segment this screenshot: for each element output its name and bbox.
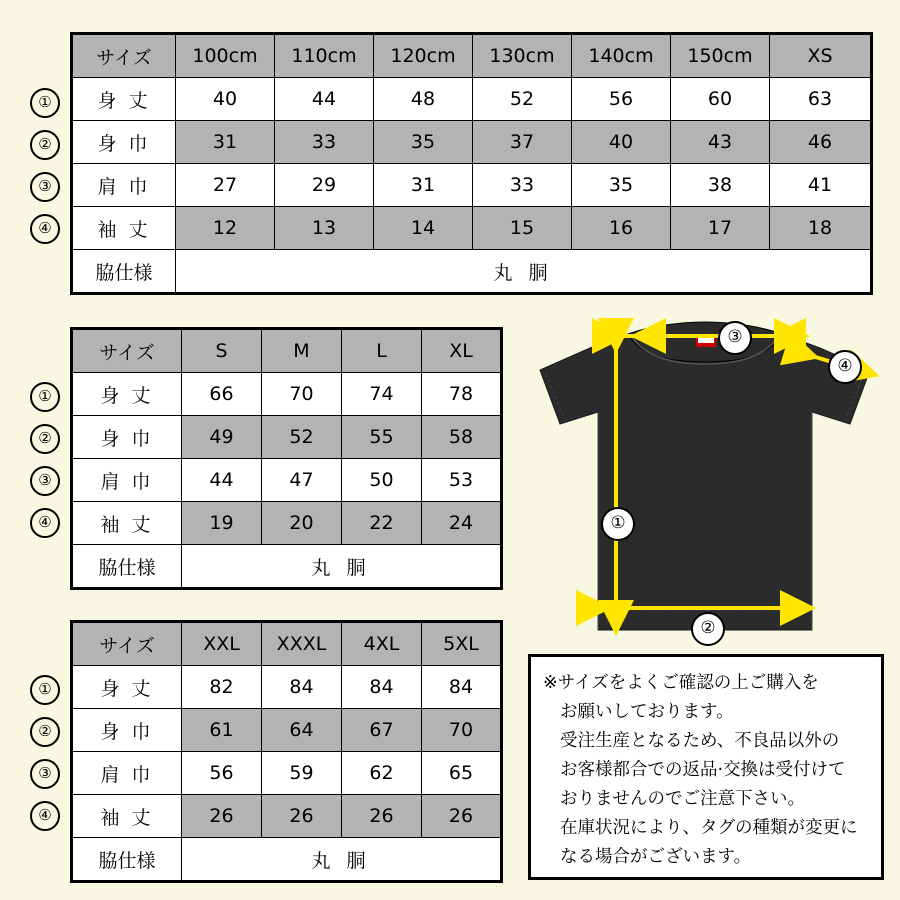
table-header-row — [72, 622, 502, 666]
table-cell: 58 — [422, 416, 502, 459]
table-cell: 31 — [374, 164, 473, 207]
header-cell: 150cm — [671, 34, 770, 78]
header-cell: 110cm — [275, 34, 374, 78]
table-cell: 27 — [176, 164, 275, 207]
table-cell: 19 — [182, 502, 262, 545]
table-cell: 35 — [374, 121, 473, 164]
marker-body-width: ② — [30, 717, 60, 747]
table-cell: 50 — [342, 459, 422, 502]
table-cell: 14 — [374, 207, 473, 250]
table-cell: 12 — [176, 207, 275, 250]
footer-label: 脇仕様 — [72, 838, 182, 882]
table-cell: 62 — [342, 752, 422, 795]
header-cell: サイズ — [72, 329, 182, 373]
table-row — [72, 666, 502, 709]
footer-value: 丸 胴 — [176, 250, 872, 294]
table-cell: 41 — [770, 164, 872, 207]
table-cell: 55 — [342, 416, 422, 459]
table-cell: 65 — [422, 752, 502, 795]
table-cell: 49 — [182, 416, 262, 459]
table-cell: 52 — [262, 416, 342, 459]
size-table-big — [70, 620, 503, 883]
table-cell: 26 — [422, 795, 502, 838]
table-cell: 44 — [275, 78, 374, 121]
note-line: お願いしております。 — [560, 702, 734, 722]
header-cell: サイズ — [72, 34, 176, 78]
table-footer-row — [72, 250, 872, 294]
table-cell: 46 — [770, 121, 872, 164]
marker-sleeve-length: ④ — [30, 801, 60, 831]
marker-sleeve-length: ④ — [30, 508, 60, 538]
table-row — [72, 373, 502, 416]
table-cell: 82 — [182, 666, 262, 709]
header-cell: XXL — [182, 622, 262, 666]
table-cell: 33 — [473, 164, 572, 207]
header-cell: XS — [770, 34, 872, 78]
table-row — [72, 78, 872, 121]
note-line: 受注生産となるため、不良品以外の — [560, 731, 840, 751]
table-cell: 13 — [275, 207, 374, 250]
row-label: 袖 丈 — [72, 207, 176, 250]
header-cell: XXXL — [262, 622, 342, 666]
row-label: 身 巾 — [72, 121, 176, 164]
note-line: お客様都合での返品·交換は受付けて — [560, 760, 846, 780]
table-cell: 37 — [473, 121, 572, 164]
table-row — [72, 709, 502, 752]
table-row — [72, 164, 872, 207]
table-cell: 16 — [572, 207, 671, 250]
header-cell: L — [342, 329, 422, 373]
table-cell: 20 — [262, 502, 342, 545]
row-label: 袖 丈 — [72, 795, 182, 838]
footer-label: 脇仕様 — [72, 250, 176, 294]
table-cell: 56 — [572, 78, 671, 121]
row-label: 肩 巾 — [72, 752, 182, 795]
table-cell: 78 — [422, 373, 502, 416]
row-label: 身 丈 — [72, 373, 182, 416]
table-cell: 67 — [342, 709, 422, 752]
table-cell: 52 — [473, 78, 572, 121]
header-cell: M — [262, 329, 342, 373]
marker-shoulder-width: ③ — [30, 759, 60, 789]
marker-shoulder-width: ③ — [30, 466, 60, 496]
table-cell: 31 — [176, 121, 275, 164]
table-row — [72, 207, 872, 250]
table-cell: 22 — [342, 502, 422, 545]
table-footer-row — [72, 545, 502, 589]
table-cell: 17 — [671, 207, 770, 250]
table-header-row — [72, 34, 872, 78]
size-table-adult — [70, 327, 503, 590]
table-row — [72, 121, 872, 164]
table-cell: 56 — [182, 752, 262, 795]
table-cell: 29 — [275, 164, 374, 207]
table-cell: 63 — [770, 78, 872, 121]
table-cell: 53 — [422, 459, 502, 502]
header-cell: 5XL — [422, 622, 502, 666]
table-cell: 40 — [176, 78, 275, 121]
table-cell: 38 — [671, 164, 770, 207]
footer-value: 丸 胴 — [182, 545, 502, 589]
table-cell: 74 — [342, 373, 422, 416]
table-cell: 84 — [262, 666, 342, 709]
table-header-row — [72, 329, 502, 373]
table-row — [72, 795, 502, 838]
table-cell: 84 — [342, 666, 422, 709]
row-label: 袖 丈 — [72, 502, 182, 545]
size-table-big-block — [70, 620, 503, 883]
note-line: なる場合がございます。 — [560, 847, 752, 867]
table-cell: 26 — [262, 795, 342, 838]
note-line: ※サイズをよくご確認の上ご購入を — [543, 673, 819, 693]
table-cell: 59 — [262, 752, 342, 795]
table-cell: 24 — [422, 502, 502, 545]
header-cell: S — [182, 329, 262, 373]
header-cell: サイズ — [72, 622, 182, 666]
size-table-kids — [70, 32, 873, 295]
header-cell: 100cm — [176, 34, 275, 78]
table-cell: 84 — [422, 666, 502, 709]
row-label: 肩 巾 — [72, 459, 182, 502]
table-cell: 47 — [262, 459, 342, 502]
table-cell: 44 — [182, 459, 262, 502]
purchase-note-box — [528, 654, 884, 880]
header-cell: 120cm — [374, 34, 473, 78]
table-cell: 33 — [275, 121, 374, 164]
tshirt-diagram — [520, 312, 890, 652]
diagram-marker-body-length: ① — [601, 507, 635, 541]
marker-sleeve-length: ④ — [30, 214, 60, 244]
row-label: 身 巾 — [72, 416, 182, 459]
footer-value: 丸 胴 — [182, 838, 502, 882]
table-cell: 48 — [374, 78, 473, 121]
table-row — [72, 416, 502, 459]
row-label: 肩 巾 — [72, 164, 176, 207]
size-table-kids-block — [70, 32, 873, 295]
table-row — [72, 459, 502, 502]
marker-body-length: ① — [30, 88, 60, 118]
table-row — [72, 502, 502, 545]
table-cell: 26 — [342, 795, 422, 838]
table-cell: 35 — [572, 164, 671, 207]
row-label: 身 丈 — [72, 666, 182, 709]
header-cell: 4XL — [342, 622, 422, 666]
row-label: 身 丈 — [72, 78, 176, 121]
note-line: おりませんのでご注意下さい。 — [560, 789, 805, 809]
table-cell: 64 — [262, 709, 342, 752]
table-cell: 70 — [262, 373, 342, 416]
table-footer-row — [72, 838, 502, 882]
table-cell: 70 — [422, 709, 502, 752]
header-cell: 140cm — [572, 34, 671, 78]
table-cell: 15 — [473, 207, 572, 250]
diagram-marker-body-width: ② — [691, 612, 725, 646]
table-cell: 61 — [182, 709, 262, 752]
table-cell: 26 — [182, 795, 262, 838]
table-cell: 60 — [671, 78, 770, 121]
marker-body-width: ② — [30, 424, 60, 454]
diagram-marker-sleeve-length: ④ — [828, 350, 862, 384]
header-cell: 130cm — [473, 34, 572, 78]
footer-label: 脇仕様 — [72, 545, 182, 589]
header-cell: XL — [422, 329, 502, 373]
marker-shoulder-width: ③ — [30, 172, 60, 202]
table-row — [72, 752, 502, 795]
note-line: 在庫状況により、タグの種類が変更に — [560, 818, 858, 838]
table-cell: 43 — [671, 121, 770, 164]
diagram-marker-shoulder-width: ③ — [718, 321, 752, 355]
marker-body-length: ① — [30, 382, 60, 412]
marker-body-length: ① — [30, 675, 60, 705]
size-table-adult-block — [70, 327, 503, 590]
table-cell: 18 — [770, 207, 872, 250]
marker-body-width: ② — [30, 130, 60, 160]
table-cell: 66 — [182, 373, 262, 416]
table-cell: 40 — [572, 121, 671, 164]
row-label: 身 巾 — [72, 709, 182, 752]
